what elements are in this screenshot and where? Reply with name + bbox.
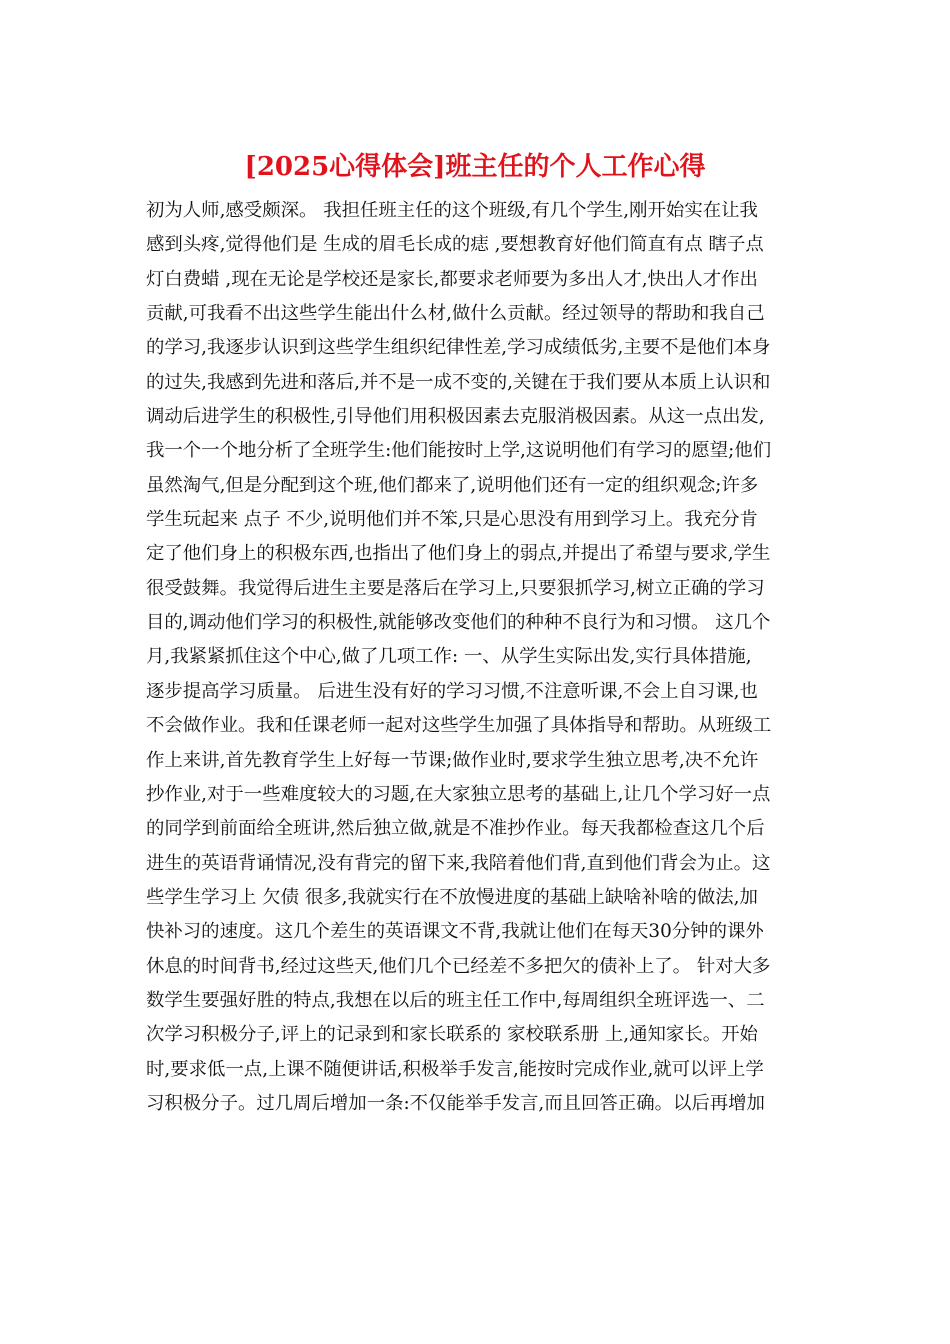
body-line: 次学习积极分子,评上的记录到和家长联系的 家校联系册 上,通知家长。开始 (146, 1024, 758, 1046)
body-line: 快补习的速度。这几个差生的英语课文不背,我就让他们在每天30分钟的课外 (146, 921, 764, 943)
body-line: 我一个一个地分析了全班学生:他们能按时上学,这说明他们有学习的愿望;他们 (146, 440, 772, 462)
body-line: 些学生学习上 欠债 很多,我就实行在不放慢进度的基础上缺啥补啥的做法,加 (146, 886, 758, 908)
body-line: 的过失,我感到先进和落后,并不是一成不变的,关键在于我们要从本质上认识和 (146, 371, 771, 393)
body-line: 抄作业,对于一些难度较大的习题,在大家独立思考的基础上,让几个学习好一点 (146, 783, 771, 805)
document-title: [2025心得体会]班主任的个人工作心得 (244, 152, 706, 182)
body-line: 时,要求低一点,上课不随便讲话,积极举手发言,能按时完成作业,就可以评上学 (146, 1058, 764, 1080)
body-line: 感到头疼,觉得他们是 生成的眉毛长成的痣 ,要想教育好他们简直有点 瞎子点 (146, 234, 764, 256)
body-line: 虽然淘气,但是分配到这个班,他们都来了,说明他们还有一定的组织观念;许多 (146, 474, 759, 496)
body-line: 调动后进学生的积极性,引导他们用积极因素去克服消极因素。从这一点出发, (146, 406, 765, 428)
body-line: 目的,调动他们学习的积极性,就能够改变他们的种种不良行为和习惯。 这几个 (146, 612, 771, 634)
body-line: 的同学到前面给全班讲,然后独立做,就是不准抄作业。每天我都检查这几个后 (146, 818, 765, 840)
body-line: 不会做作业。我和任课老师一起对这些学生加强了具体指导和帮助。从班级工 (146, 715, 772, 737)
body-line: 进生的英语背诵情况,没有背完的留下来,我陪着他们背,直到他们背会为止。这 (146, 852, 771, 874)
body-line: 很受鼓舞。我觉得后进生主要是落后在学习上,只要狠抓学习,树立正确的学习 (146, 577, 765, 599)
body-line: 的学习,我逐步认识到这些学生组织纪律性差,学习成绩低劣,主要不是他们本身 (146, 337, 771, 359)
body-line: 月,我紧紧抓住这个中心,做了几项工作: 一、从学生实际出发,实行具体措施, (146, 646, 752, 668)
body-line: 作上来讲,首先教育学生上好每一节课;做作业时,要求学生独立思考,决不允许 (146, 749, 759, 771)
body-line: 学生玩起来 点子 不少,说明他们并不笨,只是心思没有用到学习上。我充分肯 (146, 509, 758, 531)
body-line: 习积极分子。过几周后增加一条:不仅能举手发言,而且回答正确。以后再增加 (146, 1092, 765, 1114)
body-line: 初为人师,感受颇深。 我担任班主任的这个班级,有几个学生,刚开始实在让我 (146, 200, 758, 221)
document-body (146, 194, 811, 1121)
body-line: 数学生要强好胜的特点,我想在以后的班主任工作中,每周组织全班评选一、二 (146, 989, 765, 1011)
body-line: 休息的时间背书,经过这些天,他们几个已经差不多把欠的债补上了。 针对大多 (146, 955, 771, 977)
body-line: 定了他们身上的积极东西,也指出了他们身上的弱点,并提出了希望与要求,学生 (146, 543, 771, 565)
body-line: 贡献,可我看不出这些学生能出什么材,做什么贡献。经过领导的帮助和我自己 (146, 303, 765, 325)
body-line: 灯白费蜡 ,现在无论是学校还是家长,都要求老师要为多出人才,快出人才作出 (146, 268, 758, 290)
body-line: 逐步提高学习质量。 后进生没有好的学习习惯,不注意听课,不会上自习课,也 (146, 680, 758, 702)
